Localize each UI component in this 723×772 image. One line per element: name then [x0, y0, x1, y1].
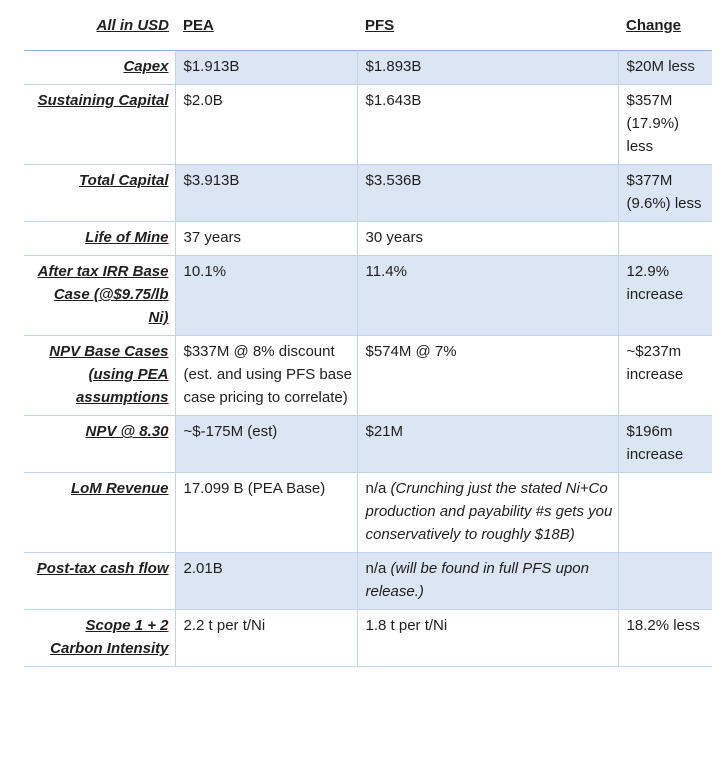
- row-label: Capex: [123, 58, 169, 75]
- row-label: Scope 1 + 2 Carbon Intensity: [50, 617, 169, 657]
- change-cell: $20M less: [618, 51, 712, 85]
- change-cell: $196m increase: [618, 416, 712, 473]
- change-cell: [618, 222, 712, 256]
- change-cell: ~$237m increase: [618, 336, 712, 416]
- header-label: All in USD: [96, 17, 169, 34]
- row-label: Post-tax cash flow: [36, 560, 169, 577]
- pfs-note: (Crunching just the stated Ni+Co production and payability #s gets you conservatively to roughly $18B): [365, 480, 613, 543]
- change-cell: [618, 553, 712, 610]
- pea-cell: $1.913B: [175, 51, 357, 85]
- row-label: NPV @ 8.30: [85, 423, 169, 440]
- pfs-cell: 11.4%: [357, 256, 618, 336]
- table-row: [24, 85, 712, 165]
- table-row: [24, 222, 712, 256]
- change-cell: 18.2% less: [618, 610, 712, 667]
- pfs-cell: $3.536B: [357, 165, 618, 222]
- pea-cell: $2.0B: [175, 85, 357, 165]
- change-cell: [618, 473, 712, 553]
- pea-cell: ~$-175M (est): [175, 416, 357, 473]
- row-label: Life of Mine: [85, 229, 169, 246]
- comparison-table: [24, 8, 712, 667]
- row-label: LoM Revenue: [70, 480, 169, 497]
- table-row: [24, 165, 712, 222]
- table-row: [24, 416, 712, 473]
- table-row: [24, 553, 712, 610]
- header-pea: PEA: [183, 17, 214, 34]
- pea-cell: 10.1%: [175, 256, 357, 336]
- pfs-plain-text: n/a: [365, 480, 391, 497]
- change-cell: $357M (17.9%) less: [618, 85, 712, 165]
- change-cell: 12.9% increase: [618, 256, 712, 336]
- row-label: Total Capital: [79, 172, 169, 189]
- pfs-cell: 30 years: [357, 222, 618, 256]
- table-row: [24, 336, 712, 416]
- pfs-cell: 1.8 t per t/Ni: [357, 610, 618, 667]
- table-row: [24, 610, 712, 667]
- table-row: [24, 51, 712, 85]
- pfs-cell: $1.893B: [357, 51, 618, 85]
- pea-cell: $337M @ 8% discount (est. and using PFS base case pricing to correlate): [175, 336, 357, 416]
- pea-cell: 17.099 B (PEA Base): [175, 473, 357, 553]
- header-pfs: PFS: [365, 17, 395, 34]
- table-row: [24, 473, 712, 553]
- row-label: Sustaining Capital: [37, 92, 169, 109]
- table-row: [24, 256, 712, 336]
- pfs-cell: $1.643B: [357, 85, 618, 165]
- change-cell: $377M (9.6%) less: [618, 165, 712, 222]
- pea-cell: 37 years: [175, 222, 357, 256]
- pea-cell: 2.2 t per t/Ni: [175, 610, 357, 667]
- pfs-note: (will be found in full PFS upon release.): [365, 560, 589, 600]
- pea-cell: 2.01B: [175, 553, 357, 610]
- row-label: NPV Base Cases (using PEA assumptions: [49, 343, 169, 406]
- pfs-cell: [357, 473, 618, 553]
- pea-cell: $3.913B: [175, 165, 357, 222]
- pfs-plain-text: n/a: [365, 560, 391, 577]
- pfs-cell: [357, 553, 618, 610]
- pfs-cell: $21M: [357, 416, 618, 473]
- header-row: [24, 8, 712, 51]
- header-change: Change: [626, 17, 682, 34]
- row-label: After tax IRR Base Case (@$9.75/lb Ni): [37, 263, 169, 326]
- pfs-cell: $574M @ 7%: [357, 336, 618, 416]
